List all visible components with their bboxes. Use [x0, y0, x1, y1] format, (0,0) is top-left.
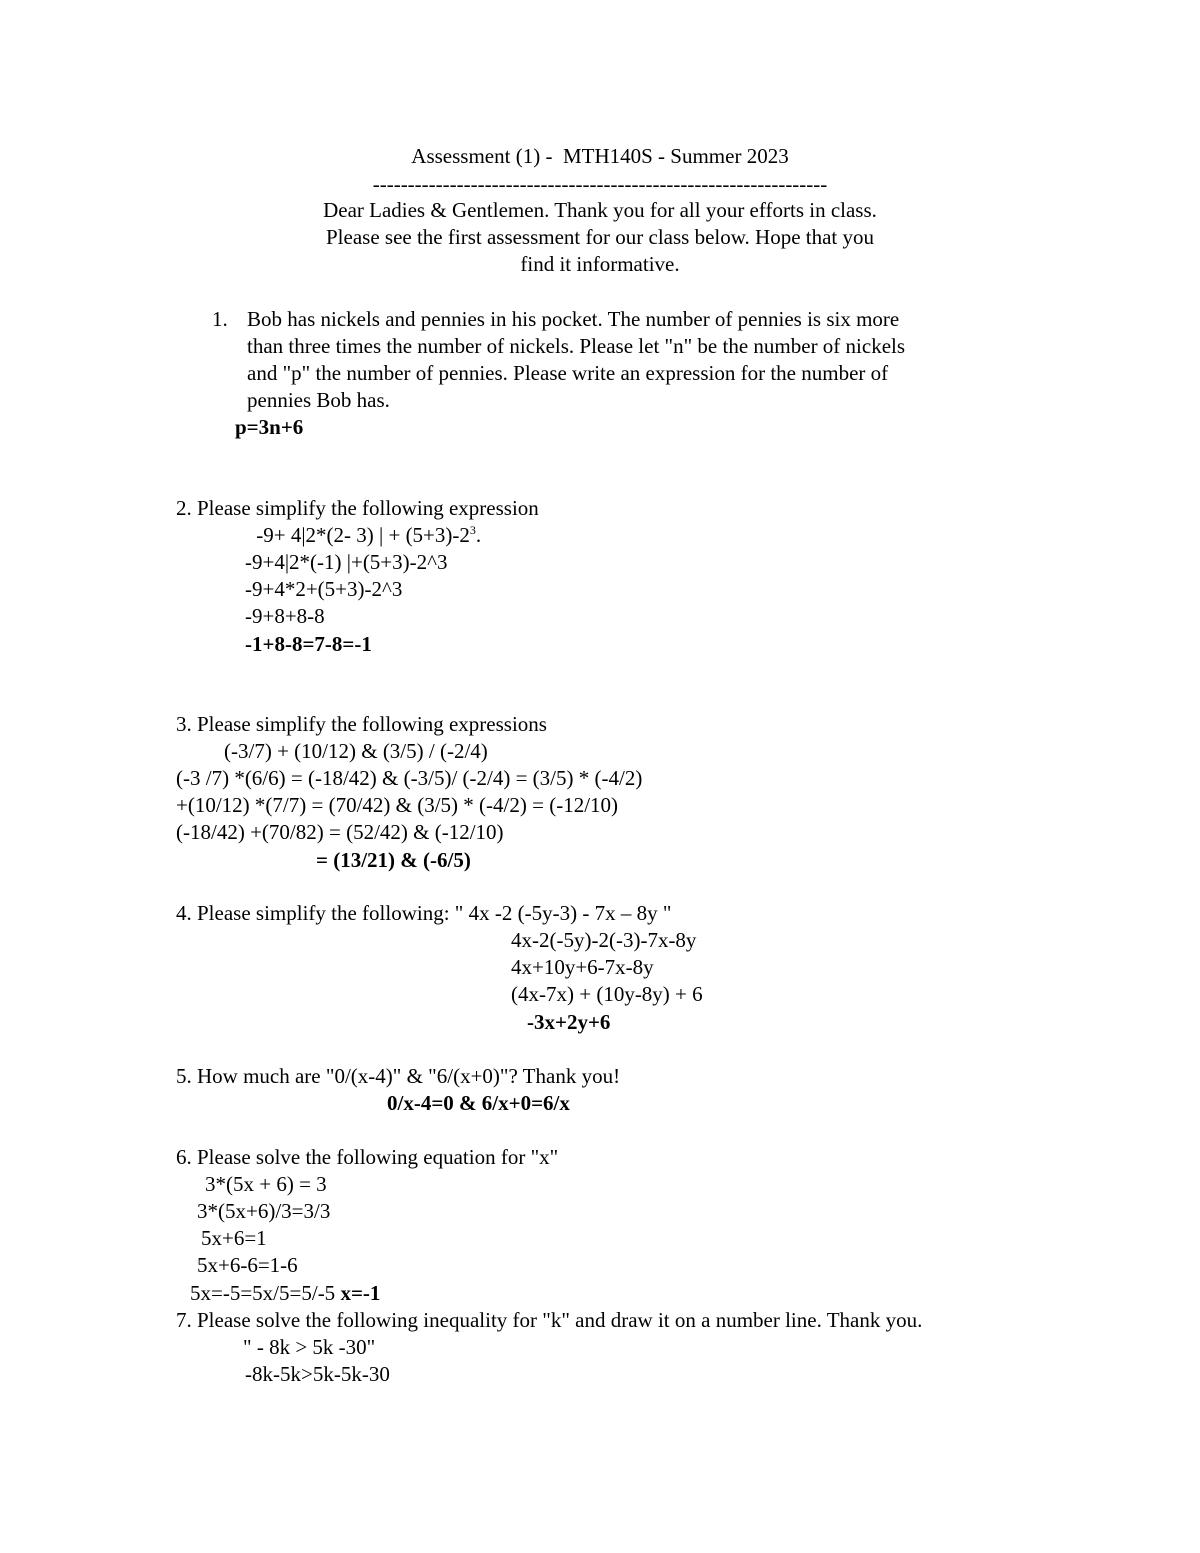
- q2-prompt: 2. Please simplify the following expression: [176, 496, 539, 520]
- q6-prompt: 6. Please solve the following equation for "x": [176, 1145, 559, 1169]
- q3-step-3: (-18/42) +(70/82) = (52/42) & (-12/10): [176, 820, 504, 844]
- q2-expression-main: -9+ 4|2*(2- 3) | + (5+3)-2: [251, 523, 470, 547]
- q2-expression-end: .: [475, 523, 482, 547]
- q2-step-2: -9+4*2+(5+3)-2^3: [245, 577, 403, 601]
- q5-answer: 0/x-4=0 & 6/x+0=6/x: [387, 1091, 570, 1115]
- q4-answer: -3x+2y+6: [527, 1010, 611, 1034]
- q2-exponent: 3: [469, 523, 476, 537]
- q2-expression: [251, 522, 481, 548]
- q7-step-1: " - 8k > 5k -30": [243, 1335, 376, 1359]
- q4-step-1: 4x-2(-5y)-2(-3)-7x-8y: [511, 928, 697, 952]
- intro-line-1: Dear Ladies & Gentlemen. Thank you for all your efforts in class.: [323, 198, 877, 222]
- q1-line-2: than three times the number of nickels. Please let "n" be the number of nickels: [247, 334, 906, 358]
- q3-expression: (-3/7) + (10/12) & (3/5) / (-2/4): [224, 739, 488, 763]
- q3-step-1: (-3 /7) *(6/6) = (-18/42) & (-3/5)/ (-2/4) = (3/5) * (-4/2): [176, 766, 643, 790]
- q2-answer: -1+8-8=7-8=-1: [245, 632, 372, 656]
- q6-last-step: 5x=-5=5x/5=5/-5: [190, 1281, 341, 1305]
- q6-step-2: 3*(5x+6)/3=3/3: [197, 1199, 331, 1223]
- q6-step-5: [190, 1280, 380, 1306]
- q6-step-1: 3*(5x + 6) = 3: [205, 1172, 327, 1196]
- q4-prompt: 4. Please simplify the following: " 4x -2 (-5y-3) - 7x – 8y ": [176, 901, 672, 925]
- q1-line-3: and "p" the number of pennies. Please write an expression for the number of: [247, 361, 889, 385]
- q4-step-2: 4x+10y+6-7x-8y: [511, 955, 654, 979]
- q2-step-3: -9+8+8-8: [245, 604, 325, 628]
- q6-step-4: 5x+6-6=1-6: [197, 1253, 298, 1277]
- q7-prompt: 7. Please solve the following inequality for "k" and draw it on a number line. Thank you.: [176, 1308, 923, 1332]
- q1-number: 1.: [212, 307, 228, 331]
- q7-step-2: -8k-5k>5k-5k-30: [245, 1362, 390, 1386]
- intro-line-2: Please see the first assessment for our class below. Hope that you: [326, 225, 874, 249]
- q6-step-3: 5x+6=1: [201, 1226, 267, 1250]
- q4-step-3: (4x-7x) + (10y-8y) + 6: [511, 982, 703, 1006]
- document-title: Assessment (1) - MTH140S - Summer 2023: [411, 144, 789, 168]
- title-rule: -----------------------------------------------------------------: [372, 172, 828, 196]
- q3-step-2: +(10/12) *(7/7) = (70/42) & (3/5) * (-4/2) = (-12/10): [176, 793, 619, 817]
- intro-line-3: find it informative.: [520, 252, 680, 276]
- q3-prompt: 3. Please simplify the following expressions: [176, 712, 547, 736]
- q2-step-1: -9+4|2*(-1) |+(5+3)-2^3: [245, 550, 448, 574]
- q1-line-4: pennies Bob has.: [247, 388, 390, 412]
- q3-answer: = (13/21) & (-6/5): [316, 848, 471, 872]
- q6-answer: x=-1: [340, 1281, 381, 1305]
- q1-line-1: Bob has nickels and pennies in his pocket. The number of pennies is six more: [247, 307, 900, 331]
- q1-answer: p=3n+6: [235, 415, 304, 439]
- q5-prompt: 5. How much are "0/(x-4)" & "6/(x+0)"? Thank you!: [176, 1064, 621, 1088]
